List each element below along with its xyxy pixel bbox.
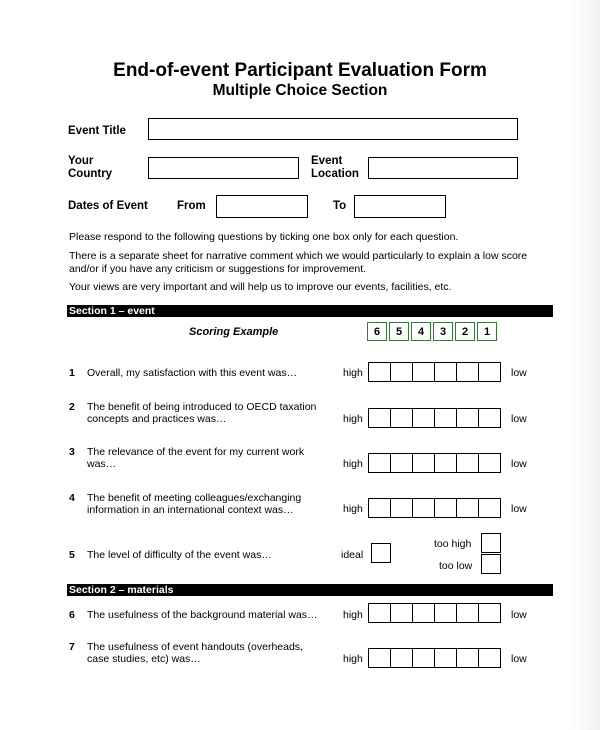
question-1-number: 1 (69, 367, 75, 379)
question-3-low-label: low (511, 458, 527, 470)
event-title-field[interactable] (148, 118, 518, 140)
question-1-text: Overall, my satisfaction with this event was… (87, 367, 298, 379)
question-7-low-label: low (511, 653, 527, 665)
instruction-paragraph-1: Please respond to the following questions by ticking one box only for each question. (69, 231, 459, 243)
rating-box-5[interactable] (391, 408, 413, 428)
rating-box-4[interactable] (413, 498, 435, 518)
ideal-checkbox[interactable] (371, 543, 391, 563)
instruction-paragraph-3: Your views are very important and will help us to improve our events, facilities, etc. (69, 281, 452, 293)
question-6-rating-scale (368, 603, 501, 623)
question-2-low-label: low (511, 413, 527, 425)
your-country-field[interactable] (148, 157, 299, 179)
rating-box-2[interactable] (457, 408, 479, 428)
rating-box-5[interactable] (391, 648, 413, 668)
rating-box-6[interactable] (369, 453, 391, 473)
rating-box-5[interactable] (391, 603, 413, 623)
rating-box-6[interactable] (369, 648, 391, 668)
too-low-checkbox[interactable] (481, 554, 501, 574)
from-label: From (177, 200, 206, 212)
too-high-checkbox[interactable] (481, 533, 501, 553)
rating-box-4[interactable] (413, 648, 435, 668)
rating-box-3[interactable] (435, 408, 457, 428)
question-2-number: 2 (69, 401, 75, 413)
question-4-low-label: low (511, 503, 527, 515)
from-date-field[interactable] (216, 195, 308, 218)
rating-box-2[interactable] (457, 362, 479, 382)
rating-box-1[interactable] (479, 648, 501, 668)
question-4-rating-scale (368, 498, 501, 518)
rating-box-4[interactable] (413, 362, 435, 382)
scale-example-cell: 3 (433, 322, 453, 341)
question-4-text: The benefit of meeting colleagues/exchanging information in an international context was… (87, 492, 302, 516)
question-7-number: 7 (69, 641, 75, 653)
question-7-rating-scale (368, 648, 501, 668)
question-6-low-label: low (511, 609, 527, 621)
page-title: End-of-event Participant Evaluation Form (113, 60, 487, 81)
question-2-rating-scale (368, 408, 501, 428)
scoring-example-scale (367, 322, 499, 341)
too-high-label: too high (434, 538, 472, 550)
section-2-header: Section 2 – materials (67, 584, 553, 596)
question-6-high-label: high (343, 609, 363, 621)
rating-box-1[interactable] (479, 408, 501, 428)
rating-box-1[interactable] (479, 603, 501, 623)
rating-box-1[interactable] (479, 498, 501, 518)
question-3-number: 3 (69, 446, 75, 458)
question-6-number: 6 (69, 609, 75, 621)
rating-box-2[interactable] (457, 453, 479, 473)
event-location-label: Event Location (311, 155, 359, 180)
to-label: To (333, 200, 347, 212)
to-date-field[interactable] (354, 195, 446, 218)
rating-box-4[interactable] (413, 603, 435, 623)
rating-box-4[interactable] (413, 408, 435, 428)
section-1-header: Section 1 – event (67, 305, 553, 317)
rating-box-3[interactable] (435, 648, 457, 668)
page-subtitle: Multiple Choice Section (212, 82, 388, 99)
rating-box-3[interactable] (435, 498, 457, 518)
question-2-text: The benefit of being introduced to OECD taxation concepts and practices was… (87, 401, 317, 425)
rating-box-5[interactable] (391, 498, 413, 518)
event-location-field[interactable] (368, 157, 518, 179)
question-4-number: 4 (69, 492, 75, 504)
rating-box-3[interactable] (435, 603, 457, 623)
question-4-high-label: high (343, 503, 363, 515)
rating-box-6[interactable] (369, 408, 391, 428)
question-5-number: 5 (69, 549, 75, 561)
rating-box-5[interactable] (391, 453, 413, 473)
question-5-text: The level of difficulty of the event was… (87, 549, 272, 561)
ideal-label: ideal (341, 549, 364, 561)
instruction-paragraph-2: There is a separate sheet for narrative comment which we would particularly to explain a low score and/or if you have any criticism or suggestions for improvement. (69, 250, 528, 275)
question-3-high-label: high (343, 458, 363, 470)
question-7-text: The usefulness of event handouts (overheads, case studies, etc) was… (87, 641, 303, 665)
rating-box-4[interactable] (413, 453, 435, 473)
scale-example-cell: 1 (477, 322, 497, 341)
too-low-label: too low (439, 560, 473, 572)
rating-box-6[interactable] (369, 603, 391, 623)
page-edge (570, 0, 600, 730)
rating-box-6[interactable] (369, 498, 391, 518)
question-2-high-label: high (343, 413, 363, 425)
rating-box-5[interactable] (391, 362, 413, 382)
question-3-rating-scale (368, 453, 501, 473)
question-1-low-label: low (511, 367, 527, 379)
question-6-text: The usefulness of the background material was… (87, 609, 318, 621)
question-3-text: The relevance of the event for my current work was… (87, 446, 305, 470)
rating-box-1[interactable] (479, 362, 501, 382)
rating-box-3[interactable] (435, 362, 457, 382)
rating-box-2[interactable] (457, 498, 479, 518)
question-1-high-label: high (343, 367, 363, 379)
rating-box-2[interactable] (457, 648, 479, 668)
your-country-label: Your Country (68, 155, 113, 180)
event-title-label: Event Title (68, 125, 126, 137)
scale-example-cell: 2 (455, 322, 475, 341)
rating-box-2[interactable] (457, 603, 479, 623)
scale-example-cell: 5 (389, 322, 409, 341)
rating-box-6[interactable] (369, 362, 391, 382)
scale-example-cell: 6 (367, 322, 387, 341)
scoring-example-label: Scoring Example (189, 326, 279, 338)
question-7-high-label: high (343, 653, 363, 665)
scale-example-cell: 4 (411, 322, 431, 341)
question-1-rating-scale (368, 362, 501, 382)
rating-box-3[interactable] (435, 453, 457, 473)
rating-box-1[interactable] (479, 453, 501, 473)
dates-of-event-label: Dates of Event (68, 200, 148, 212)
